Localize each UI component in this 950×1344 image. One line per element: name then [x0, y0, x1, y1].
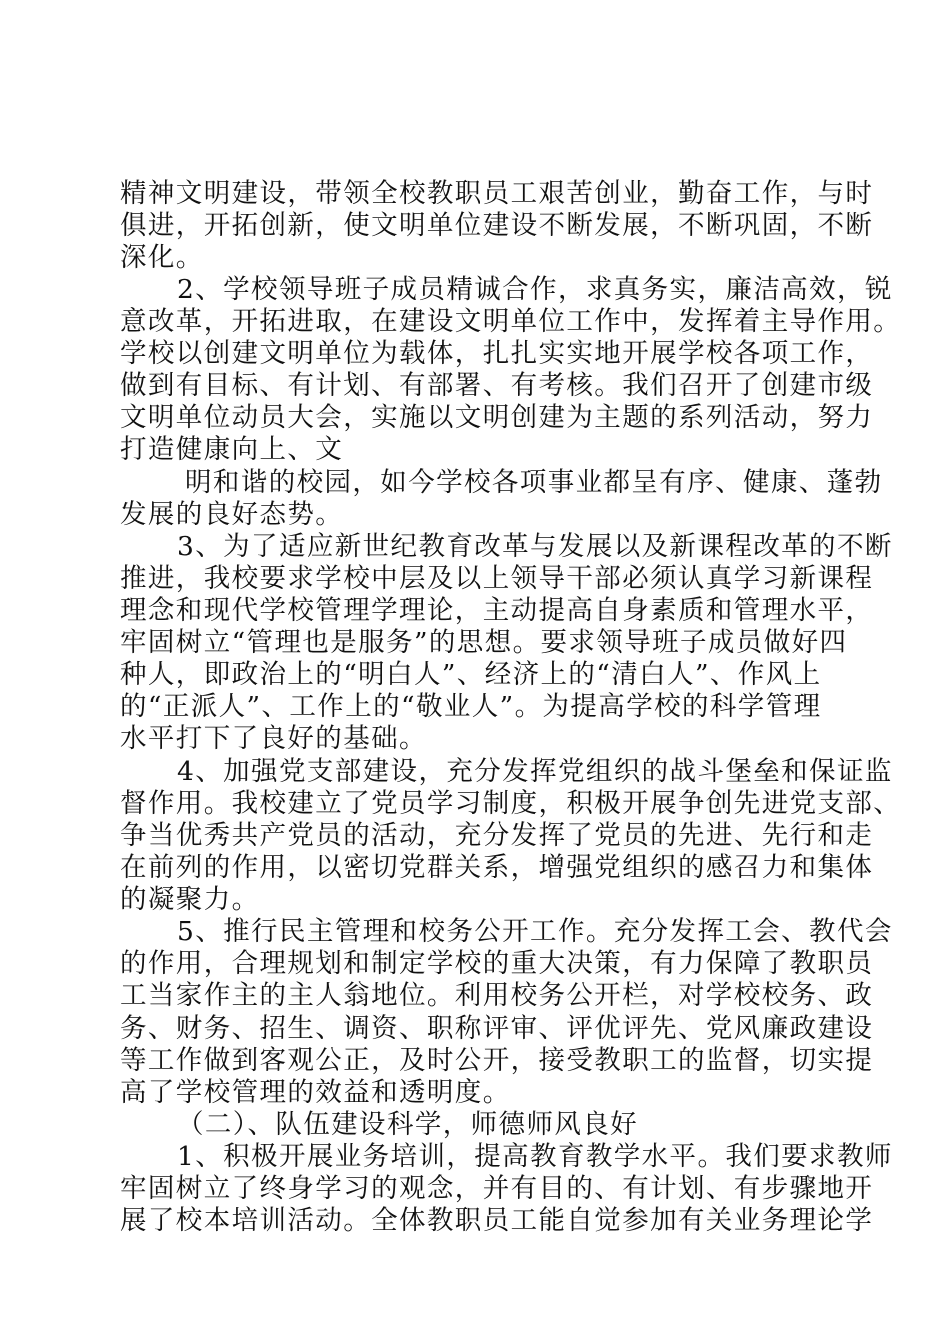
- text-line: 牢固树立“管理也是服务”的思想。要求领导班子成员做好四: [120, 627, 848, 658]
- section-heading: （二）、队伍建设科学，师德师风良好: [177, 1109, 639, 1140]
- text-line: 推进，我校要求学校中层及以上领导干部必须认真学习新课程: [120, 563, 874, 594]
- text-line: 4、加强党支部建设，充分发挥党组织的战斗堡垒和保证监: [177, 756, 893, 787]
- text-line: 种人，即政治上的“明白人”、经济上的“清白人”、作风上: [120, 659, 822, 690]
- text-line: 水平打下了良好的基础。: [120, 723, 427, 754]
- text-line: 发展的良好态势。: [120, 499, 344, 530]
- text-line: 等工作做到客观公正，及时公开，接受教职工的监督，切实提: [120, 1045, 874, 1076]
- text-line: 俱进，开拓创新，使文明单位建设不断发展，不断巩固，不断: [120, 210, 874, 241]
- text-line: 督作用。我校建立了党员学习制度，积极开展争创先进党支部、: [120, 788, 902, 819]
- text-line: 高了学校管理的效益和透明度。: [120, 1077, 511, 1108]
- text-line: 明和谐的校园，如今学校各项事业都呈有序、健康、蓬勃: [185, 467, 883, 498]
- text-line: 1、积极开展业务培训，提高教育教学水平。我们要求教师: [177, 1141, 893, 1172]
- text-line: 文明单位动员大会，实施以文明创建为主题的系列活动，努力: [120, 402, 874, 433]
- text-line: 展了校本培训活动。全体教职员工能自觉参加有关业务理论学: [120, 1205, 874, 1236]
- text-line: 争当优秀共产党员的活动，充分发挥了党员的先进、先行和走: [120, 820, 874, 851]
- text-line: 精神文明建设，带领全校教职员工艰苦创业，勤奋工作，与时: [120, 178, 874, 209]
- text-line: 的作用，合理规划和制定学校的重大决策，有力保障了教职员: [120, 948, 874, 979]
- text-line: 深化。: [120, 242, 204, 273]
- text-line: 牢固树立了终身学习的观念，并有目的、有计划、有步骤地开: [120, 1173, 874, 1204]
- text-line: 3、为了适应新世纪教育改革与发展以及新课程改革的不断: [177, 531, 893, 562]
- text-line: 2、学校领导班子成员精诚合作，求真务实，廉洁高效，锐: [177, 274, 893, 305]
- text-line: 5、推行民主管理和校务公开工作。充分发挥工会、教代会: [177, 916, 893, 947]
- text-line: 工当家作主的主人翁地位。利用校务公开栏，对学校校务、政: [120, 980, 874, 1011]
- text-line: 做到有目标、有计划、有部署、有考核。我们召开了创建市级: [120, 370, 874, 401]
- text-line: 务、财务、招生、调资、职称评审、评优评先、党风廉政建设: [120, 1013, 874, 1044]
- text-line: 的“正派人”、工作上的“敬业人”。为提高学校的科学管理: [120, 691, 822, 722]
- text-line: 理念和现代学校管理学理论，主动提高自身素质和管理水平，: [120, 595, 874, 626]
- text-line: 学校以创建文明单位为载体，扎扎实实地开展学校各项工作，: [120, 338, 874, 369]
- text-line: 的凝聚力。: [120, 884, 260, 915]
- text-line: 在前列的作用，以密切党群关系，增强党组织的感召力和集体: [120, 852, 874, 883]
- text-line: 打造健康向上、文: [120, 434, 344, 465]
- text-line: 意改革，开拓进取，在建设文明单位工作中，发挥着主导作用。: [120, 306, 902, 337]
